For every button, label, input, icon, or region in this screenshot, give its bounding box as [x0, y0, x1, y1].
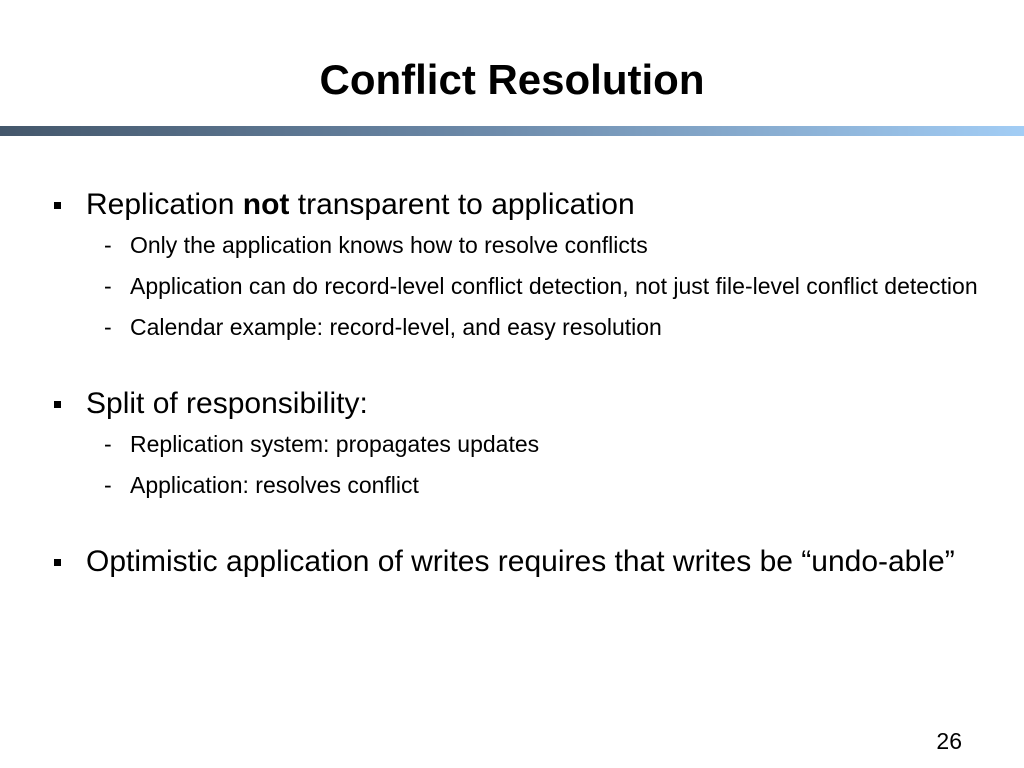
page-number: 26 — [936, 728, 962, 754]
sub-bullet — [104, 271, 982, 301]
bullet-1-text-bold: not — [242, 188, 290, 221]
sub-bullet-text: Replication system: propagates updates — [130, 431, 540, 457]
bullet-2-sublist — [52, 429, 982, 500]
sub-bullet — [104, 470, 982, 500]
slide-content — [52, 188, 982, 579]
sub-bullet-text: Only the application knows how to resolve conflicts — [130, 232, 648, 258]
sub-bullet-text: Application: resolves conflict — [130, 472, 419, 498]
square-bullet-icon — [54, 559, 61, 566]
dash-bullet-icon: - — [104, 472, 112, 498]
sub-bullet-text: Calendar example: record-level, and easy resolution — [130, 314, 662, 340]
bullet-1 — [52, 188, 982, 222]
dash-bullet-icon: - — [104, 232, 112, 258]
bullet-1-text-post: transparent to application — [289, 188, 635, 221]
dash-bullet-icon: - — [104, 431, 112, 457]
sub-bullet-text: Application can do record-level conflict detection, not just file-level conflict detection — [130, 273, 978, 299]
sub-bullet — [104, 230, 982, 260]
dash-bullet-icon: - — [104, 273, 112, 299]
title-divider-bar — [0, 126, 1024, 136]
bullet-1-text-pre: Replication — [86, 188, 243, 221]
dash-bullet-icon: - — [104, 314, 112, 340]
bullet-1-sublist — [52, 230, 982, 342]
bullet-3-text: Optimistic application of writes requires that writes be “undo-able” — [86, 545, 955, 578]
bullet-3 — [52, 545, 982, 579]
square-bullet-icon — [54, 401, 61, 408]
sub-bullet — [104, 312, 982, 342]
bullet-2-text: Split of responsibility: — [86, 387, 368, 420]
sub-bullet — [104, 429, 982, 459]
square-bullet-icon — [54, 202, 61, 209]
bullet-2 — [52, 387, 982, 421]
slide-title: Conflict Resolution — [319, 56, 705, 103]
